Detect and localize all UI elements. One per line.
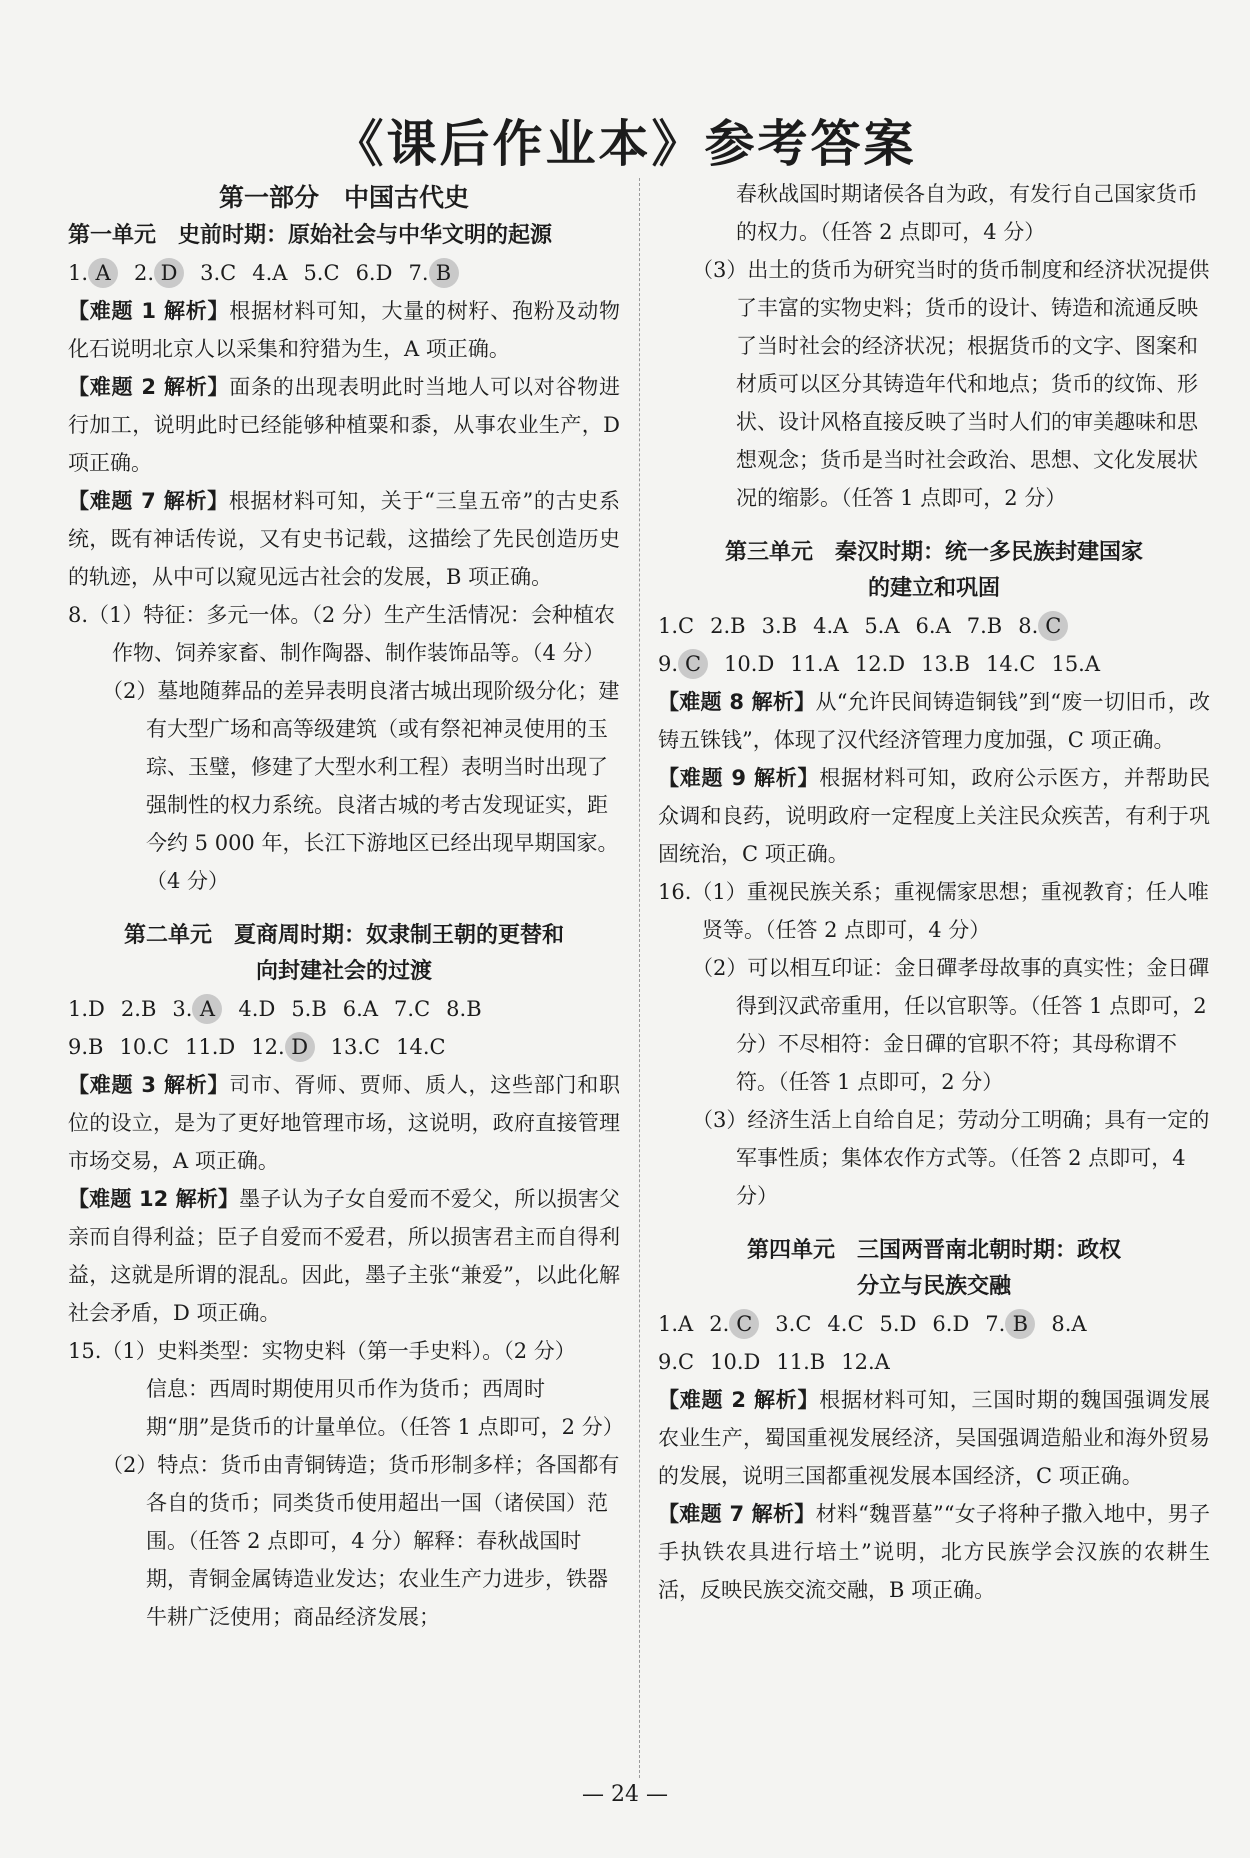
answer-item bbox=[134, 261, 184, 285]
answer-item bbox=[331, 1035, 380, 1059]
answer-item bbox=[394, 997, 430, 1021]
answer-item bbox=[68, 1035, 103, 1059]
answer-item bbox=[658, 614, 694, 638]
answer-letter: D bbox=[88, 997, 105, 1021]
page-title: 《课后作业本》参考答案 bbox=[333, 114, 917, 173]
answer-number: 1. bbox=[658, 1312, 679, 1336]
unit1-title: 第一单元 史前时期：原始社会与中华文明的起源 bbox=[68, 223, 553, 248]
unit3-note-9 bbox=[658, 759, 1210, 873]
highlighted-answer: D bbox=[154, 258, 184, 288]
answer-number: 7. bbox=[394, 997, 415, 1021]
q15-part2-cont: 春秋战国时期诸侯各自为政，有发行自己国家货币的权力。（任答 2 点即可，4 分） bbox=[736, 182, 1198, 244]
answer-letter: C bbox=[678, 1350, 695, 1374]
answer-letter: C bbox=[364, 1035, 381, 1059]
answer-letter: D bbox=[375, 261, 393, 285]
unit3-title bbox=[658, 535, 1210, 607]
column-divider bbox=[639, 178, 640, 1778]
answer-number: 6. bbox=[932, 1312, 953, 1336]
answer-item bbox=[790, 652, 839, 676]
answer-letter: B bbox=[954, 652, 970, 676]
answer-item bbox=[658, 1312, 693, 1336]
answer-letter: D bbox=[899, 1312, 917, 1336]
answer-item bbox=[880, 1312, 917, 1336]
part-title: 第一部分 中国古代史 bbox=[218, 183, 469, 212]
answer-number: 8. bbox=[1018, 614, 1039, 638]
unit4-title-line2: 分立与民族交融 bbox=[856, 1274, 1011, 1299]
answer-number: 3. bbox=[200, 261, 221, 285]
answer-item bbox=[68, 261, 118, 285]
answer-letter: B bbox=[781, 614, 798, 638]
answer-item bbox=[724, 652, 774, 676]
highlighted-answer: A bbox=[88, 258, 118, 288]
answer-item bbox=[185, 1035, 235, 1059]
answer-item bbox=[238, 997, 275, 1021]
unit4-answers-row2 bbox=[658, 1343, 1210, 1381]
answer-number: 7. bbox=[985, 1312, 1006, 1336]
answer-item bbox=[864, 614, 899, 638]
answer-letter: C bbox=[323, 261, 340, 285]
answer-letter: C bbox=[1019, 652, 1036, 676]
answer-number: 11. bbox=[790, 652, 824, 676]
answer-number: 7. bbox=[966, 614, 987, 638]
answer-number: 4. bbox=[238, 997, 259, 1021]
answer-letter: B bbox=[809, 1350, 826, 1374]
answer-item bbox=[200, 261, 236, 285]
answer-number: 10. bbox=[710, 1350, 744, 1374]
answer-letter: A bbox=[884, 614, 900, 638]
note-text: 从“允许民间铸造铜钱”到“废一切旧币，改铸五铢钱”，体现了汉代经济管理力度加强，C 项正确。 bbox=[658, 690, 1211, 752]
note-text: 司市、胥师、贾师、质人，这些部门和职位的设立，是为了更好地管理市场，这说明，政府直接管理市场交易，A 项正确。 bbox=[68, 1073, 621, 1173]
answer-item bbox=[967, 614, 1002, 638]
q15-part1: 15.（1）史料类型：实物史料（第一手史料）。（2 分） bbox=[68, 1339, 576, 1363]
answer-letter: A bbox=[362, 997, 379, 1021]
answer-item bbox=[68, 997, 105, 1021]
note-text: 根据材料可知，三国时期的魏国强调发展农业生产，蜀国重视发展经济，吴国强调造船业和海外贸易的发展，说明三国都重视发展本国经济，C 项正确。 bbox=[658, 1388, 1211, 1488]
answer-number: 1. bbox=[68, 261, 89, 285]
answer-number: 5. bbox=[291, 997, 312, 1021]
answer-number: 10. bbox=[724, 652, 758, 676]
answer-number: 6. bbox=[355, 261, 376, 285]
unit3-title-line2: 的建立和巩固 bbox=[867, 576, 1000, 601]
highlighted-answer: B bbox=[1005, 1309, 1035, 1339]
answer-number: 5. bbox=[879, 1312, 900, 1336]
answer-number: 4. bbox=[813, 614, 834, 638]
answer-number: 5. bbox=[303, 261, 324, 285]
unit1-answers bbox=[68, 254, 620, 292]
answer-item bbox=[303, 261, 339, 285]
unit4-title-line1: 第四单元 三国两晋南北朝时期：政权 bbox=[746, 1238, 1121, 1263]
q16-part3: （3）经济生活上自给自足；劳动分工明确；具有一定的军事性质；集体农作方式等。（任答 2 点即可，4 分） bbox=[692, 1108, 1210, 1208]
answer-letter: A bbox=[678, 1312, 694, 1336]
answer-number: 14. bbox=[396, 1035, 430, 1059]
answer-number: 7. bbox=[408, 261, 429, 285]
answer-item bbox=[932, 1312, 969, 1336]
q15-part3: （3）出土的货币为研究当时的货币制度和经济状况提供了丰富的实物史料；货币的设计、铸造和流通反映了当时社会的经济状况；根据货币的文字、图案和材质可以区分其铸造年代和地点；货币的纹饰、形状、设计风格直接反映了当时人们的审美趣味和思想观念；货币是当时社会政治、思想、文化发展状况的缩影。（任答 1 点即可，2 分） bbox=[692, 258, 1210, 510]
answer-item bbox=[921, 652, 970, 676]
answer-number: 1. bbox=[68, 997, 89, 1021]
answer-number: 2. bbox=[709, 1312, 730, 1336]
answer-letter: C bbox=[678, 614, 695, 638]
answer-letter: D bbox=[743, 1350, 761, 1374]
q8-part1: 8.（1）特征：多元一体。（2 分）生产生活情况：会种植农作物、饲养家畜、制作陶器、制作装饰品等。（4 分） bbox=[68, 603, 615, 665]
unit4-note-7 bbox=[658, 1495, 1210, 1609]
answer-item bbox=[121, 997, 156, 1021]
q15-part1-info: 信息：西周时期使用贝币作为货币；西周时期“朋”是货币的计量单位。（任答 1 点即可，2 分） bbox=[146, 1377, 624, 1439]
note-text: 材料“魏晋墓”“女子将种子撒入地中，男子手执铁农具进行培土”说明，北方民族学会汉族的农耕生活，反映民族交流交融，B 项正确。 bbox=[658, 1502, 1210, 1602]
page-number: — 24 — bbox=[582, 1782, 668, 1807]
unit2-title-line1: 第二单元 夏商周时期：奴隶制王朝的更替和 bbox=[123, 923, 564, 948]
answer-number: 11. bbox=[184, 1035, 219, 1059]
q16-part2: （2）可以相互印证：金日磾孝母故事的真实性；金日磾得到汉武帝重用，任以官职等。（任答 1 点即可，2 分）不尽相符：金日磾的官职不符；其母称谓不符。（任答 1 点即可，2 分） bbox=[692, 956, 1210, 1094]
q16-part1: 16.（1）重视民族关系；重视儒家思想；重视教育；任人唯贤等。（任答 2 点即可，4 分） bbox=[658, 880, 1209, 942]
answer-item bbox=[1018, 614, 1068, 638]
answer-letter: C bbox=[795, 1312, 812, 1336]
answer-item bbox=[291, 997, 326, 1021]
answer-item bbox=[396, 1035, 445, 1059]
note-text: 根据材料可知，大量的树籽、孢粉及动物化石说明北京人以采集和狩猎为生，A 项正确。 bbox=[68, 299, 621, 361]
unit1-note-7 bbox=[68, 482, 620, 596]
unit2-answers-row1 bbox=[68, 990, 620, 1028]
q15-part2: （2）特点：货币由青铜铸造；货币形制多样；各国都有各自的货币；同类货币使用超出一国（诸侯国）范围。（任答 2 点即可，4 分）解释：春秋战国时期，青铜金属铸造业发达；农业生产力进步，铁器牛耕广泛使用；商品经济发展； bbox=[102, 1453, 620, 1629]
answer-item bbox=[172, 997, 222, 1021]
note-label: 【难题 12 解析】 bbox=[68, 1187, 240, 1211]
answer-letter: D bbox=[258, 997, 276, 1021]
answer-item bbox=[813, 614, 848, 638]
right-column bbox=[658, 175, 1210, 1609]
answer-letter: A bbox=[1071, 1312, 1087, 1336]
answer-number: 11. bbox=[776, 1350, 810, 1374]
note-text: 根据材料可知，政府公示医方，并帮助民众调和良药，说明政府一定程度上关注民众疾苦，有利于巩固统治，C 项正确。 bbox=[658, 766, 1211, 866]
answer-letter: C bbox=[152, 1035, 169, 1059]
highlighted-answer: C bbox=[1038, 611, 1068, 641]
unit3-answers-row1 bbox=[658, 607, 1210, 645]
answer-number: 6. bbox=[915, 614, 936, 638]
answer-item bbox=[986, 652, 1035, 676]
answer-letter: D bbox=[952, 1312, 970, 1336]
answer-number: 12. bbox=[251, 1035, 285, 1059]
answer-number: 9. bbox=[68, 1035, 89, 1059]
answer-number: 3. bbox=[761, 614, 782, 638]
answer-item bbox=[119, 1035, 168, 1059]
note-label: 【难题 3 解析】 bbox=[68, 1073, 230, 1097]
unit2-note-12 bbox=[68, 1180, 620, 1332]
answer-number: 8. bbox=[446, 997, 467, 1021]
answer-letter: B bbox=[88, 1035, 104, 1059]
answer-letter: C bbox=[847, 1312, 864, 1336]
answer-number: 14. bbox=[985, 652, 1020, 676]
answer-item bbox=[916, 614, 951, 638]
q8-part2: （2）墓地随葬品的差异表明良渚古城出现阶级分化；建有大型广场和高等级建筑（或有祭祀神灵使用的玉琮、玉璧，修建了大型水利工程）表明当时出现了强制性的权力系统。良渚古城的考古发现证实，距今约 5 000 年，长江下游地区已经出现早期国家。（4 分） bbox=[102, 679, 620, 893]
answer-number: 4. bbox=[252, 261, 273, 285]
answer-item bbox=[658, 652, 708, 676]
answer-letter: A bbox=[823, 652, 839, 676]
answer-item bbox=[709, 1312, 759, 1336]
answer-number: 1. bbox=[658, 614, 679, 638]
note-label: 【难题 1 解析】 bbox=[68, 299, 230, 323]
answer-item bbox=[446, 997, 481, 1021]
answer-item bbox=[343, 997, 378, 1021]
answer-item bbox=[776, 1350, 825, 1374]
answer-item bbox=[710, 614, 745, 638]
note-label: 【难题 2 解析】 bbox=[658, 1388, 820, 1412]
unit1-note-2 bbox=[68, 368, 620, 482]
highlighted-answer: C bbox=[678, 649, 708, 679]
answer-letter: A bbox=[833, 614, 849, 638]
answer-number: 2. bbox=[710, 614, 731, 638]
answer-number: 2. bbox=[120, 997, 141, 1021]
unit2-title bbox=[68, 918, 620, 990]
answer-letter: B bbox=[730, 614, 746, 638]
answer-item bbox=[658, 1350, 694, 1374]
answer-number: 9. bbox=[658, 1350, 679, 1374]
note-label: 【难题 8 解析】 bbox=[658, 690, 816, 714]
answer-item bbox=[356, 261, 393, 285]
answer-letter: D bbox=[757, 652, 775, 676]
answer-number: 5. bbox=[864, 614, 885, 638]
note-label: 【难题 9 解析】 bbox=[658, 766, 820, 790]
answer-letter: A bbox=[1084, 652, 1101, 676]
note-text: 墨子认为子女自爱而不爱父，所以损害父亲而自得利益；臣子自爱而不爱君，所以损害君主而自得利益，这就是所谓的混乱。因此，墨子主张“兼爱”，以此化解社会矛盾，D 项正确。 bbox=[68, 1187, 620, 1325]
highlighted-answer: D bbox=[285, 1032, 315, 1062]
answer-item bbox=[408, 261, 458, 285]
answer-letter: D bbox=[218, 1035, 236, 1059]
unit2-note-3 bbox=[68, 1066, 620, 1180]
note-label: 【难题 2 解析】 bbox=[68, 375, 230, 399]
unit2-answers-row2 bbox=[68, 1028, 620, 1066]
answer-item bbox=[1051, 1312, 1086, 1336]
highlighted-answer: A bbox=[192, 994, 222, 1024]
answer-letter: B bbox=[140, 997, 157, 1021]
note-text: 面条的出现表明此时当地人可以对谷物进行加工，说明此时已经能够种植粟和黍，从事农业生产，D 项正确。 bbox=[68, 375, 621, 475]
answer-number: 12. bbox=[841, 1350, 875, 1374]
answer-letter: A bbox=[874, 1350, 890, 1374]
answer-item bbox=[855, 652, 905, 676]
note-label: 【难题 7 解析】 bbox=[68, 489, 229, 513]
answer-number: 12. bbox=[854, 652, 889, 676]
unit3-title-line1: 第三单元 秦汉时期：统一多民族封建国家 bbox=[724, 540, 1143, 565]
answer-number: 8. bbox=[1051, 1312, 1072, 1336]
answer-number: 2. bbox=[134, 261, 155, 285]
answer-number: 10. bbox=[119, 1035, 153, 1059]
answer-number: 4. bbox=[827, 1312, 848, 1336]
left-column bbox=[68, 178, 624, 1636]
answer-letter: B bbox=[986, 614, 1003, 638]
answer-letter: B bbox=[466, 997, 482, 1021]
unit3-answers-row2 bbox=[658, 645, 1210, 683]
answer-letter: D bbox=[888, 652, 906, 676]
answer-number: 13. bbox=[330, 1035, 365, 1059]
unit3-note-8 bbox=[658, 683, 1210, 759]
unit4-title bbox=[658, 1233, 1210, 1305]
unit2-title-line2: 向封建社会的过渡 bbox=[255, 959, 432, 984]
answer-number: 9. bbox=[658, 652, 679, 676]
unit4-note-2 bbox=[658, 1381, 1210, 1495]
answer-letter: C bbox=[220, 261, 237, 285]
answer-item bbox=[251, 1035, 314, 1059]
answer-item bbox=[985, 1312, 1035, 1336]
answer-letter: C bbox=[414, 997, 431, 1021]
answer-number: 15. bbox=[1051, 652, 1085, 676]
answer-item bbox=[775, 1312, 811, 1336]
answer-item bbox=[1051, 652, 1100, 676]
note-text: 根据材料可知，关于“三皇五帝”的古史系统，既有神话传说，又有史书记载，这描绘了先民创造历史的轨迹，从中可以窥见远古社会的发展，B 项正确。 bbox=[68, 489, 620, 589]
answer-item bbox=[252, 261, 287, 285]
highlighted-answer: B bbox=[429, 258, 459, 288]
answer-item bbox=[762, 614, 797, 638]
note-label: 【难题 7 解析】 bbox=[658, 1502, 816, 1526]
unit1-note-1 bbox=[68, 292, 620, 368]
answer-item bbox=[710, 1350, 760, 1374]
answer-letter: A bbox=[272, 261, 288, 285]
unit4-answers-row1 bbox=[658, 1305, 1210, 1343]
answer-letter: C bbox=[429, 1035, 446, 1059]
answer-number: 3. bbox=[172, 997, 193, 1021]
answer-number: 13. bbox=[921, 652, 955, 676]
answer-number: 6. bbox=[342, 997, 363, 1021]
answer-number: 3. bbox=[775, 1312, 796, 1336]
answer-item bbox=[841, 1350, 890, 1374]
answer-letter: A bbox=[935, 614, 951, 638]
answer-item bbox=[827, 1312, 863, 1336]
highlighted-answer: C bbox=[729, 1309, 759, 1339]
answer-letter: B bbox=[311, 997, 327, 1021]
